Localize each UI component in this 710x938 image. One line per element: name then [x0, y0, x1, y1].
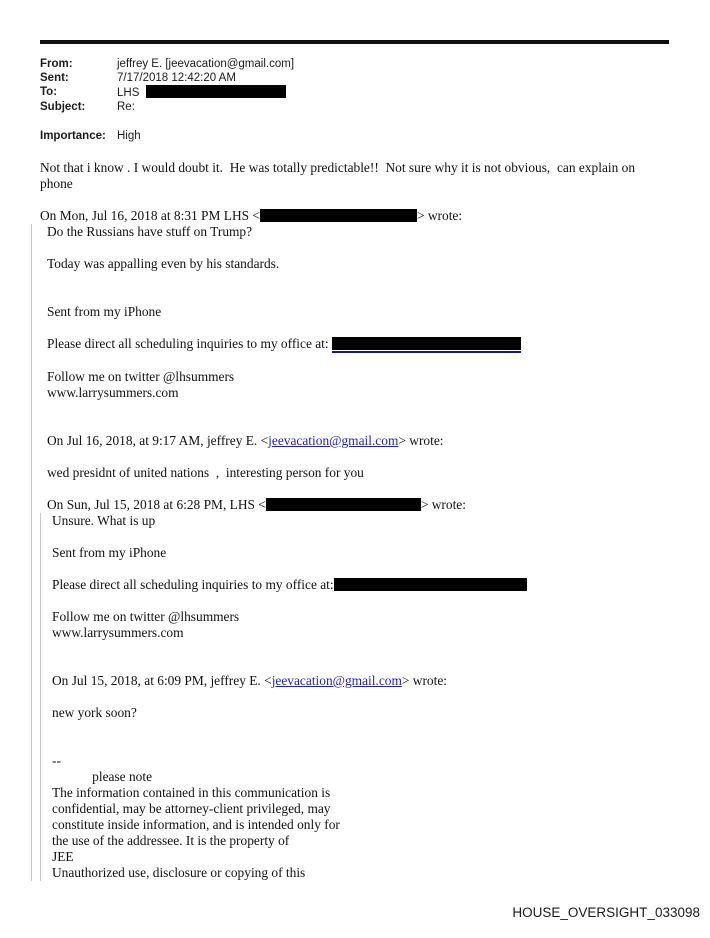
email-header — [40, 57, 670, 143]
body-line — [41, 609, 670, 625]
recipient-initials: LHS — [117, 87, 140, 99]
text-run: the use of the addressee. It is the property of — [52, 833, 290, 848]
quote-level-2 — [40, 513, 670, 881]
blank-line — [41, 737, 670, 753]
quote-level-2-lines — [41, 513, 670, 881]
redaction-bar — [146, 85, 286, 98]
body-line — [32, 497, 670, 513]
blank-line — [32, 240, 670, 256]
redaction-bar — [266, 498, 421, 511]
body-line — [32, 304, 670, 320]
body-line — [32, 369, 670, 385]
quote-level-1-lines — [32, 224, 670, 513]
blank-line — [41, 657, 670, 673]
body-line — [32, 385, 670, 401]
blank-line — [41, 721, 670, 737]
text-run: Sent from my iPhone — [47, 304, 162, 319]
body-line — [41, 833, 670, 849]
redaction-bar — [332, 337, 521, 353]
body-line — [41, 545, 670, 561]
text-run: Today was appalling even by his standards. — [47, 256, 280, 271]
text-run: new york soon? — [52, 705, 137, 720]
redaction-bar — [260, 209, 417, 222]
text-run: Do the Russians have stuff on Trump? — [47, 224, 253, 239]
body-line — [41, 849, 670, 865]
text-run: > wrote: — [416, 208, 463, 223]
header-field-label: Sent: — [40, 72, 69, 84]
blank-line — [32, 288, 670, 304]
blank-line — [41, 689, 670, 705]
text-run: On Sun, Jul 15, 2018 at 6:28 PM, LHS < — [47, 497, 266, 512]
body-line — [32, 256, 670, 272]
body-line — [41, 817, 670, 833]
header-row-subject — [40, 100, 670, 114]
header-row-sent — [40, 71, 670, 85]
text-run: wed presidnt of united nations , interesting person for you — [47, 465, 364, 480]
body-line — [41, 705, 670, 721]
body-line — [41, 753, 670, 769]
text-run: Unsure. What is up — [52, 513, 156, 528]
text-run: -- — [52, 753, 61, 768]
body-line — [32, 433, 670, 449]
header-field-value: Re: — [117, 101, 135, 113]
blank-line — [41, 529, 670, 545]
body-line — [41, 513, 670, 529]
body-line — [41, 673, 670, 689]
text-run: > wrote: — [401, 673, 447, 688]
blank-line — [32, 320, 670, 336]
header-field-label: Subject: — [40, 101, 86, 113]
body-line — [41, 785, 670, 801]
body-line — [31, 208, 670, 224]
blank-line — [41, 593, 670, 609]
text-run: Not that i know . I would doubt it. He was totally predictable!! Not sure why it is not obvious, can explain on phone — [40, 160, 639, 191]
header-field-label: Importance: — [40, 130, 106, 142]
header-row-from — [40, 57, 670, 71]
text-run: Sent from my iPhone — [52, 545, 167, 560]
blank-line — [41, 641, 670, 657]
email-link[interactable]: jeevacation@gmail.com — [268, 433, 399, 448]
body-line — [32, 336, 670, 353]
header-divider — [40, 40, 669, 44]
text-run: > wrote: — [420, 497, 466, 512]
top-level-lines — [31, 160, 670, 224]
blank-line — [32, 417, 670, 433]
text-run: On Mon, Jul 16, 2018 at 8:31 PM LHS < — [40, 208, 260, 223]
body-line — [41, 769, 670, 785]
header-field-value: High — [117, 130, 141, 142]
header-row-importance — [40, 129, 670, 143]
text-run: On Jul 15, 2018, at 6:09 PM, jeffrey E. < — [52, 673, 272, 688]
text-run: www.larrysummers.com — [47, 385, 179, 400]
text-run: Follow me on twitter @lhsummers — [52, 609, 240, 624]
body-line — [32, 224, 670, 240]
header-field-label: From: — [40, 58, 73, 70]
header-field-value — [117, 85, 286, 100]
text-run: confidential, may be attorney-client privileged, may — [52, 801, 331, 816]
blank-line — [32, 481, 670, 497]
email-link[interactable]: jeevacation@gmail.com — [271, 673, 402, 688]
text-run: Please direct all scheduling inquiries to my office at: — [52, 577, 334, 592]
blank-line — [32, 401, 670, 417]
blank-line — [41, 561, 670, 577]
text-run: please note — [52, 769, 153, 784]
body-line — [41, 801, 670, 817]
bates-number: HOUSE_OVERSIGHT_033098 — [512, 905, 700, 920]
text-run: Please direct all scheduling inquiries to my office at: — [47, 336, 332, 351]
text-run: constitute inside information, and is intended only for — [52, 817, 340, 832]
blank-line — [32, 353, 670, 369]
text-run: On Jul 16, 2018, at 9:17 AM, jeffrey E. < — [47, 433, 269, 448]
body-line — [41, 625, 670, 641]
email-body — [31, 160, 670, 881]
blank-line — [32, 272, 670, 288]
body-line — [41, 577, 670, 593]
body-line — [31, 160, 670, 192]
text-run: Unauthorized use, disclosure or copying of this — [52, 865, 306, 880]
quote-level-1 — [31, 224, 670, 881]
redaction-bar — [334, 578, 527, 591]
header-field-value: 7/17/2018 12:42:20 AM — [117, 72, 236, 84]
text-run: > wrote: — [398, 433, 444, 448]
text-run: JEE — [52, 849, 74, 864]
blank-line — [31, 192, 670, 208]
header-field-value: jeffrey E. [jeevacation@gmail.com] — [117, 58, 295, 70]
header-row-to — [40, 85, 670, 100]
body-line — [41, 865, 670, 881]
blank-line — [32, 449, 670, 465]
text-run: www.larrysummers.com — [52, 625, 184, 640]
body-line — [32, 465, 670, 481]
header-field-label: To: — [40, 86, 58, 98]
text-run: Follow me on twitter @lhsummers — [47, 369, 235, 384]
text-run: The information contained in this communication is — [52, 785, 331, 800]
